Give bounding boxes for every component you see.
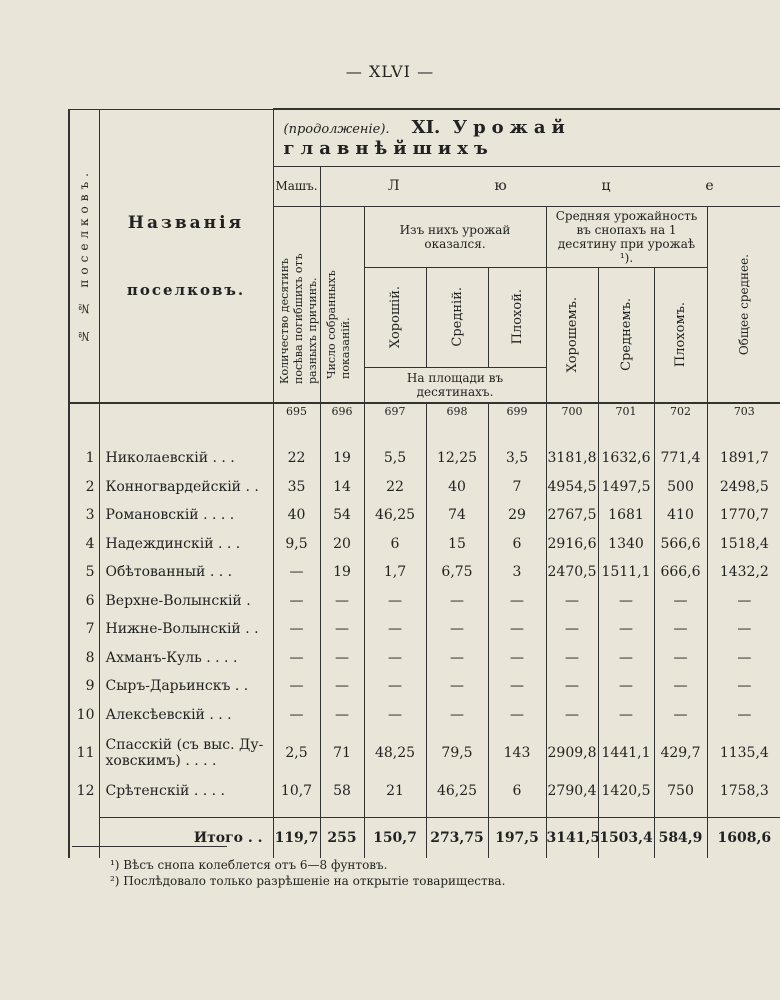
- avg-total-header: Общее среднее.: [707, 206, 780, 403]
- cell-value: —: [364, 615, 426, 644]
- table-row: [69, 644, 780, 673]
- cell-value: —: [364, 587, 426, 616]
- cell-value: 58: [320, 777, 364, 806]
- settlement-name: [99, 729, 273, 777]
- cell-value: —: [320, 644, 364, 673]
- avg-good-header: Хорошемъ.: [546, 267, 598, 403]
- cell-value: —: [654, 672, 707, 701]
- cell-value: —: [426, 701, 488, 730]
- total-value: 255: [320, 818, 364, 858]
- cell-value: 48,25: [364, 729, 426, 777]
- cell-value: 2470,5: [546, 558, 598, 587]
- cell-value: —: [488, 615, 546, 644]
- cell-value: 143: [488, 729, 546, 777]
- row-number: 5: [69, 558, 99, 587]
- cell-value: —: [654, 615, 707, 644]
- cell-value: 1,7: [364, 558, 426, 587]
- cell-value: 10,7: [273, 777, 320, 806]
- cell-value: 1441,1: [598, 729, 654, 777]
- total-value: 119,7: [273, 818, 320, 858]
- cell-value: 666,6: [654, 558, 707, 587]
- settlement-name-text: ховскимъ) . . . .: [105, 753, 217, 769]
- settlement-name-text: Обѣтованный . . .: [105, 564, 233, 581]
- cell-value: 46,25: [426, 777, 488, 806]
- cell-value: 1420,5: [598, 777, 654, 806]
- cell-value: —: [426, 587, 488, 616]
- cell-value: 20: [320, 530, 364, 559]
- total-value: 1608,6: [707, 818, 780, 858]
- cell-value: —: [273, 615, 320, 644]
- cell-value: 2767,5: [546, 501, 598, 530]
- cell-value: —: [598, 587, 654, 616]
- cell-value: 3: [488, 558, 546, 587]
- col-number: 700: [546, 403, 598, 418]
- avg-bad-header: Плохомъ.: [654, 267, 707, 403]
- cell-value: —: [654, 587, 707, 616]
- col-number: 695: [273, 403, 320, 418]
- cell-value: 7: [488, 473, 546, 502]
- harvest-bad-header: Плохой.: [488, 267, 546, 367]
- settlement-name-text: Нижне-Волынскій . .: [105, 621, 259, 638]
- cell-value: 429,7: [654, 729, 707, 777]
- total-label: Итого . .: [99, 818, 273, 858]
- cell-value: 6: [488, 777, 546, 806]
- row-number: 12: [69, 777, 99, 806]
- total-value: 150,7: [364, 818, 426, 858]
- cell-value: 3,5: [488, 444, 546, 473]
- cell-value: 19: [320, 558, 364, 587]
- harvest-table: [68, 108, 780, 858]
- cell-value: —: [273, 644, 320, 673]
- harvest-good-header: Хорошій.: [364, 267, 426, 367]
- col-num-header: № № поселковъ.: [69, 109, 99, 403]
- col-number: 701: [598, 403, 654, 418]
- cell-value: 40: [426, 473, 488, 502]
- cell-value: 1511,1: [598, 558, 654, 587]
- row-number: 6: [69, 587, 99, 616]
- row-number: 9: [69, 672, 99, 701]
- harvest-mid-header: Средній.: [426, 267, 488, 367]
- row-number: 11: [69, 729, 99, 777]
- cell-value: —: [546, 587, 598, 616]
- cell-value: 1432,2: [719, 564, 769, 581]
- settlement-name-text: Ахманъ-Куль . . . .: [105, 649, 238, 666]
- col-number: 703: [733, 404, 755, 418]
- cell-value: 14: [320, 473, 364, 502]
- cell-value: —: [488, 701, 546, 730]
- col-number: 699: [488, 403, 546, 418]
- cell-value: 2498,5: [719, 478, 769, 495]
- cell-value: —: [364, 701, 426, 730]
- settlement-name: [99, 701, 273, 730]
- footnote-rule: [72, 846, 227, 847]
- settlement-name: [99, 777, 273, 806]
- table-row: [69, 729, 780, 777]
- cell-value: —: [426, 615, 488, 644]
- cell-value: 1758,3: [719, 783, 769, 800]
- cell-value: —: [654, 644, 707, 673]
- col-name-header: Названія поселковъ.: [99, 109, 273, 403]
- cell-value: —: [546, 701, 598, 730]
- avg-mid-header: Среднемъ.: [598, 267, 654, 403]
- row-number: 2: [69, 473, 99, 502]
- cell-value: 2909,8: [546, 729, 598, 777]
- settlement-name: [99, 444, 273, 473]
- col-sheaves-header: Число собранныхъ показаній.: [320, 206, 364, 403]
- cell-value: —: [654, 701, 707, 730]
- cell-value: 6,75: [426, 558, 488, 587]
- cell-value: 46,25: [364, 501, 426, 530]
- footnote-2: ²) Послѣдовало только разрѣшеніе на открытіе товарищества.: [110, 874, 506, 888]
- settlement-name-text: Верхне-Волынскій .: [105, 592, 251, 609]
- table-row: [69, 444, 780, 473]
- cell-value: —: [488, 672, 546, 701]
- row-number: 7: [69, 615, 99, 644]
- settlement-name-text: Надеждинскій . . .: [105, 535, 241, 552]
- settlement-name: [99, 530, 273, 559]
- cell-value: 6: [364, 530, 426, 559]
- cell-value: 19: [320, 444, 364, 473]
- total-value: 3141,5: [546, 818, 598, 858]
- cell-value: 15: [426, 530, 488, 559]
- table-row: [69, 615, 780, 644]
- cell-value: —: [546, 672, 598, 701]
- cell-value: 6: [488, 530, 546, 559]
- footnote-1: ¹) Вѣсъ снопа колеблется отъ 6—8 фунтовъ.: [110, 858, 388, 872]
- cell-value: 4954,5: [546, 473, 598, 502]
- cell-value: 2790,4: [546, 777, 598, 806]
- table-title: (продолженіе). XI. Урожай главнѣйшихъ: [273, 109, 780, 166]
- cell-value: 1681: [598, 501, 654, 530]
- row-number: 1: [69, 444, 99, 473]
- cell-value: —: [320, 587, 364, 616]
- mash-header: Машъ.: [273, 166, 320, 206]
- cell-value: 500: [654, 473, 707, 502]
- total-value: 1503,4: [598, 818, 654, 858]
- row-number: 10: [69, 701, 99, 730]
- cell-value: —: [598, 672, 654, 701]
- cell-value: —: [273, 672, 320, 701]
- col-number: 702: [654, 403, 707, 418]
- row-number: 4: [69, 530, 99, 559]
- page-number: — XLVI —: [345, 62, 435, 81]
- settlement-name: [99, 558, 273, 587]
- cell-value: —: [737, 706, 752, 723]
- settlement-name: [99, 587, 273, 616]
- cell-value: —: [737, 649, 752, 666]
- cell-value: —: [364, 644, 426, 673]
- cell-value: 1135,4: [719, 745, 769, 761]
- cell-value: 1518,4: [719, 535, 769, 552]
- settlement-name: [99, 473, 273, 502]
- total-value: 584,9: [654, 818, 707, 858]
- avg-group-header: Средняя урожайность въ снопахъ на 1 десятину при урожаѣ ¹).: [546, 206, 707, 267]
- cell-value: —: [488, 644, 546, 673]
- cell-value: —: [273, 558, 320, 587]
- cell-value: —: [598, 644, 654, 673]
- settlement-name: [99, 644, 273, 673]
- cell-value: —: [364, 672, 426, 701]
- table-row: [69, 672, 780, 701]
- cell-value: 410: [654, 501, 707, 530]
- cell-value: 40: [273, 501, 320, 530]
- settlement-name: [99, 501, 273, 530]
- row-number: 8: [69, 644, 99, 673]
- cell-value: 2916,6: [546, 530, 598, 559]
- cell-value: 35: [273, 473, 320, 502]
- cell-value: 74: [426, 501, 488, 530]
- table-row: [69, 558, 780, 587]
- col-destroyed-header: Количество десятинъ посѣва погибшихъ отъ разныхъ причинъ.: [273, 206, 320, 403]
- cell-value: —: [320, 615, 364, 644]
- settlement-name-text: Срѣтенскій . . . .: [105, 783, 225, 800]
- total-row: [69, 818, 780, 858]
- cell-value: —: [320, 672, 364, 701]
- settlement-name-text: Конногвардейскій . .: [105, 478, 259, 495]
- cell-value: —: [737, 592, 752, 609]
- cell-value: 22: [273, 444, 320, 473]
- cell-value: 771,4: [654, 444, 707, 473]
- settlement-name-text: Сыръ-Дарьинскъ . .: [105, 678, 249, 695]
- cell-value: 2,5: [273, 729, 320, 777]
- cell-value: 750: [654, 777, 707, 806]
- cell-value: 22: [364, 473, 426, 502]
- cell-value: 54: [320, 501, 364, 530]
- cell-value: —: [426, 672, 488, 701]
- cell-value: —: [598, 701, 654, 730]
- lyutse-header: Л ю ц е: [320, 166, 780, 206]
- cell-value: —: [488, 587, 546, 616]
- cell-value: —: [273, 587, 320, 616]
- cell-value: 12,25: [426, 444, 488, 473]
- settlement-name-text: Николаевскій . . .: [105, 450, 235, 467]
- table-row: [69, 587, 780, 616]
- settlement-name-text: Спасскій (съ выс. Ду-: [105, 737, 264, 753]
- cell-value: 1891,7: [719, 450, 769, 467]
- area-label: На площади въ десятинахъ.: [364, 367, 546, 403]
- table-row: [69, 473, 780, 502]
- cell-value: 3181,8: [546, 444, 598, 473]
- total-value: 197,5: [488, 818, 546, 858]
- table-row: [69, 501, 780, 530]
- cell-value: 29: [488, 501, 546, 530]
- total-value: 273,75: [426, 818, 488, 858]
- cell-value: 566,6: [654, 530, 707, 559]
- cell-value: —: [737, 678, 752, 695]
- cell-value: 1632,6: [598, 444, 654, 473]
- cell-value: —: [546, 615, 598, 644]
- table-row: [69, 701, 780, 730]
- settlement-name: [99, 672, 273, 701]
- cell-value: 9,5: [273, 530, 320, 559]
- table-row: [69, 530, 780, 559]
- cell-value: 21: [364, 777, 426, 806]
- cell-value: —: [598, 615, 654, 644]
- cell-value: 5,5: [364, 444, 426, 473]
- col-number: 697: [364, 403, 426, 418]
- col-number: 698: [426, 403, 488, 418]
- settlement-name-text: Алексѣевскій . . .: [105, 706, 232, 723]
- cell-value: 79,5: [426, 729, 488, 777]
- settlement-name-text: Романовскій . . . .: [105, 507, 235, 524]
- settlement-name: [99, 615, 273, 644]
- cell-value: 1497,5: [598, 473, 654, 502]
- cell-value: —: [320, 701, 364, 730]
- harvest-group-header: Изъ нихъ урожай оказался.: [364, 206, 546, 267]
- row-number: 3: [69, 501, 99, 530]
- table-row: [69, 777, 780, 806]
- cell-value: —: [737, 621, 752, 638]
- cell-value: —: [426, 644, 488, 673]
- cell-value: —: [273, 701, 320, 730]
- cell-value: 71: [320, 729, 364, 777]
- cell-value: 1770,7: [719, 507, 769, 524]
- cell-value: —: [546, 644, 598, 673]
- col-number: 696: [320, 403, 364, 418]
- cell-value: 1340: [598, 530, 654, 559]
